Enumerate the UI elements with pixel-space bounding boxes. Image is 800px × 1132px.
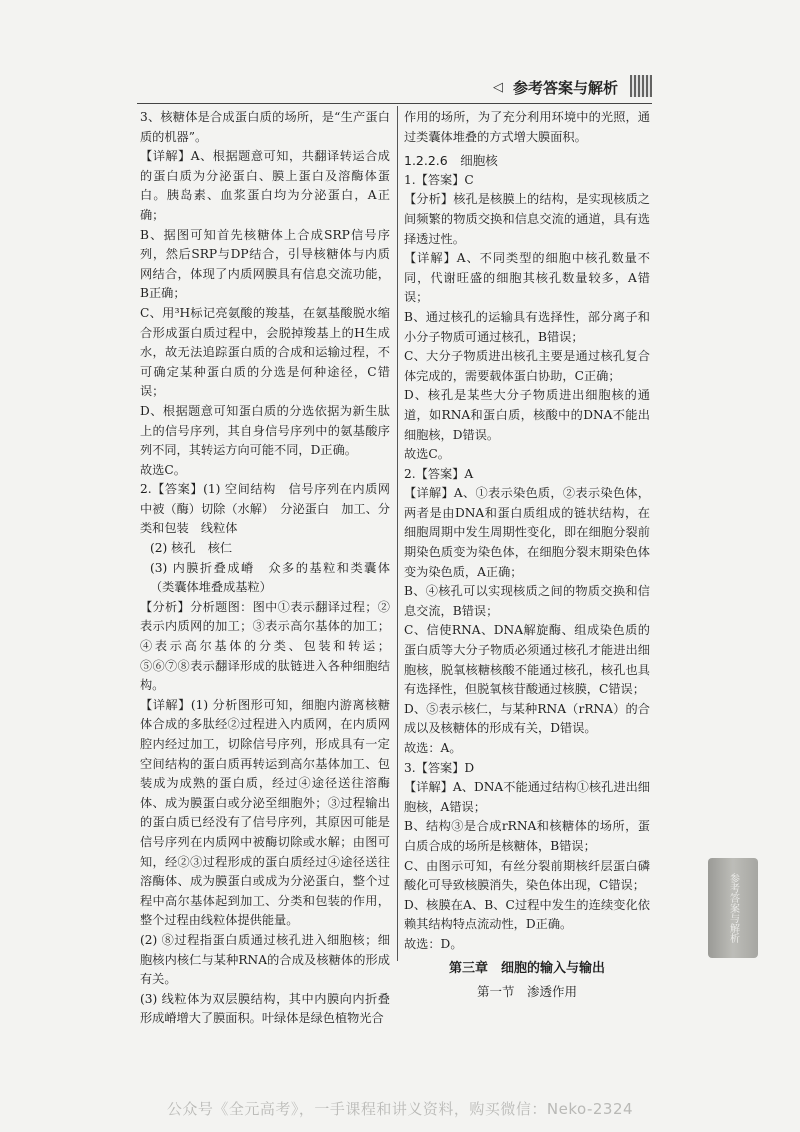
right-para: D、核膜在A、B、C过程中发生的连续变化依赖其结构特点流动性，D正确。 [404, 897, 650, 932]
section-title: 第一节 渗透作用 [476, 984, 577, 1000]
answer-1: 1.【答案】C [404, 172, 474, 187]
right-para: B、结构③是合成rRNA和核糖体的场所，蛋白质合成的场所是核糖体，B错误； [404, 819, 650, 853]
right-para: D、⑤表示核仁，与某种RNA（rRNA）的合成以及核糖体的形成有关，D错误。 [404, 701, 650, 736]
left-para: 【详解】(1) 分析图形可知，细胞内游离核糖体合成的多肽经②过程进入内质网，在内质网腔内经过加工，切除信号序列，形成具有一定空间结构的蛋白质再转运到高尔基体加工、包装成为成熟的蛋白质，经过④途径送往溶酶体、成为膜蛋白或分泌至细胞外；③过程输出的蛋白质已经没有了信号序列，其原因可能是信号序列在内质网中被酶切除或水解；由图可知，经②③过程形成的蛋白质经过④途径送往溶酶体、成为膜蛋白或成为分泌蛋白，整个过程中高尔基体起到加工、分类和包装的作用，整个过程由线粒体提供能量。 [140, 697, 390, 928]
left-para: B、据图可知首先核糖体上合成SRP信号序列，然后SRP与DP结合，引导核糖体与内质网结合，体现了内质网膜具有信息交流功能，B正确； [140, 227, 390, 301]
right-para: 【详解】A、DNA不能通过结构①核孔进出细胞核，A错误； [404, 780, 650, 814]
page-header [493, 76, 650, 98]
header-rule [137, 103, 652, 104]
triangle-icon: ◁ [492, 79, 503, 95]
right-para: C、由图示可知，有丝分裂前期核纤层蛋白磷酸化可导致核膜消失，染色体出现，C错误； [404, 858, 650, 893]
chapter-title: 第三章 细胞的输入与输出 [448, 960, 605, 976]
right-para: 故选C。 [404, 447, 450, 462]
right-para: 【分析】核孔是核膜上的结构，是实现核质之间频繁的物质交换和信息交流的通道，具有选择透过性。 [404, 192, 650, 246]
right-para: B、④核孔可以实现核质之间的物质交换和信息交流，B错误； [404, 584, 650, 618]
right-para: B、通过核孔的运输具有选择性，部分离子和小分子物质可通过核孔，B错误； [404, 309, 650, 344]
left-para: 【分析】分析题图：图中①表示翻译过程；②表示内质网的加工；③表示高尔基体的加工；④表示高尔基体的分类、包装和转运；⑤⑥⑦⑧表示翻译形成的肽链进入各种细胞结构。 [140, 599, 390, 693]
left-para: 3、核糖体是合成蛋白质的场所，是“生产蛋白质的机器”。 [140, 110, 390, 144]
right-para: C、大分子物质进出核孔主要是通过核孔复合体完成的，需要载体蛋白协助，C正确； [404, 349, 650, 383]
header-title: 参考答案与解析 [512, 78, 618, 97]
right-para: 故选：D。 [404, 936, 463, 951]
section-heading: 1.2.2.6 细胞核 [404, 153, 498, 169]
answer-2: 2.【答案】A [404, 466, 474, 481]
left-para: (2) 核孔 核仁 [150, 541, 233, 556]
left-para: D、根据题意可知蛋白质的分选依据为新生肽上的信号序列，其自身信号序列中的氨基酸序列不同，其转运方向可能不同，D正确。 [140, 403, 390, 458]
qr-code-icon [630, 75, 652, 97]
left-para: (3) 线粒体为双层膜结构，其中内膜向内折叠形成嵴增大了膜面积。叶绿体是绿色植物光合 [140, 991, 390, 1026]
right-para: 【详解】A、不同类型的细胞中核孔数量不同，代谢旺盛的细胞其核孔数量较多，A错误； [404, 251, 650, 305]
side-tab: 参考答案与解析 [708, 858, 758, 958]
left-para: 故选C。 [140, 462, 186, 477]
left-para: 【详解】A、根据题意可知，共翻译转运合成的蛋白质为分泌蛋白、膜上蛋白及溶酶体蛋白。胰岛素、血浆蛋白均为分泌蛋白，A正确； [140, 149, 390, 222]
watermark-footer: 公众号《全元高考》，一手课程和讲义资料，购买微信：Neko-2324 [166, 1100, 634, 1118]
left-para: C、用³H标记亮氨酸的羧基，在氨基酸脱水缩合形成蛋白质过程中，会脱掉羧基上的H生成水，故无法追踪蛋白质的合成和运输过程，不可确定某种蛋白质的分选是何种途径，C错误； [140, 305, 390, 399]
column-divider [397, 106, 398, 961]
answer-2: 2.【答案】(1) 空间结构 信号序列在内质网中被（酶）切除（水解） 分泌蛋白 加工、分类和包装 线粒体 [140, 482, 390, 536]
right-para: 故选：A。 [404, 741, 462, 755]
right-para: C、信使RNA、DNA解旋酶、组成染色质的蛋白质等大分子物质必须通过核孔才能进出细胞核，脱氧核糖核酸不能通过核孔，核孔也具有选择性，但脱氧核苷酸通过核膜，C错误； [404, 623, 650, 697]
left-para: (3) 内膜折叠成嵴 众多的基粒和类囊体（类囊体堆叠成基粒） [150, 560, 390, 595]
left-para: (2) ⑧过程指蛋白质通过核孔进入细胞核；细胞核内核仁与某种RNA的合成及核糖体的形成有关。 [140, 932, 390, 987]
right-column [404, 108, 650, 1002]
right-para: D、核孔是某些大分子物质进出细胞核的通道，如RNA和蛋白质，核酸中的DNA不能出细胞核，D错误。 [404, 388, 650, 442]
left-column [140, 108, 390, 1029]
right-para: 【详解】A、①表示染色质，②表示染色体，两者是由DNA和蛋白质组成的链状结构，在细胞周期中发生周期性变化，即在细胞分裂前期染色质变为染色体，在细胞分裂末期染色体变为染色质，A正确； [404, 486, 650, 579]
answer-3: 3.【答案】D [404, 760, 475, 775]
right-para: 作用的场所，为了充分利用环境中的光照，通过类囊体堆叠的方式增大膜面积。 [404, 110, 650, 144]
